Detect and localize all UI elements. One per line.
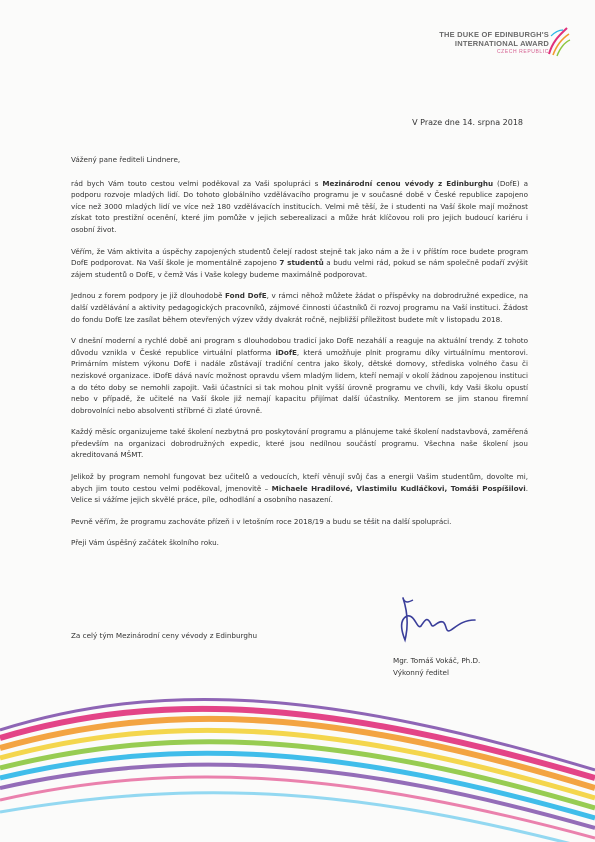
signer-name: Mgr. Tomáš Vokáč, Ph.D. [393,656,481,665]
logo-line-3: CZECH REPUBLIC [496,49,549,55]
letter-body [71,154,528,559]
award-emblem-icon [545,24,571,58]
paragraph-8: Přeji Vám úspěšný začátek školního roku. [71,538,219,548]
closing-line: Za celý tým Mezinárodní ceny vévody z Edinburghu [71,631,258,640]
student-count: 7 studentů [279,258,324,268]
teacher-names: Michaele Hradilové, Vlastimilu Kudláčkovi, Tomáši Pospíšilovi [271,483,526,493]
award-name: Mezinárodní cenou vévody z Edinburghu [322,178,494,188]
paragraph-2: Věřím, že Vám aktivita a úspěchy zapojených studentů čelejí radost stejně tak jako nám a že i v příštím roce budete program DofE podporovat. Na Vaší škole je momentálně zapojeno 7 studentů a budu velmi rád, pokud se nám společně podaří zvýšit zájem studentů o DofE, v čemž Vás i Vaše kolegy budeme maximálně podporovat. [71,246,528,279]
decorative-swoosh [0,660,595,842]
paragraph-3: Jednou z forem podpory je již dlouhodobě Fond DofE, v rámci něhož můžete žádat o příspěvky na dobrodružné expedice, na další vzdělávání a aktivity pedagogických pracovníků, zájmové činnosti účastníků či rozvoj programu na Vaší instituci. Žádost do fondu DofE lze zasílat během otevřených výzev vždy dvakrát ročně, nejbližší příležitost budete mít v listopadu 2018. [71,291,528,324]
paragraph-4: V dnešní moderní a rychlé době ani program s dlouhodobou tradicí jako DofE nezahálí a reaguje na aktuální trendy. Z tohoto důvodu vznikla v České republice virtuální platforma iDofE, která umožňuje plnit programu díky virtuálnímu mentorovi. Primárním místem výkonu DofE i nadále zůstávají tradiční centra jako školy, dětské domovy, střediska volného času či neziskové organizace. iDofE dává navíc možnost opravdu všem mladým lidem, kteří nemají v okolí žádnou zapojenou instituci a do této doby se nemohli zapojit. Vaši účastníci si tak mohou plnit vyšší úrovně programu ve chvíli, kdy Vaši školu opustí nebo v případě, že učitelé na Vaší škole již nemají kapacitu přijímat další účastníky. Mentorem se jim stanou firemní dobrovolníci nebo absolventi stříbrné či zlaté úrovně. [71,336,528,415]
paragraph-1: rád bych Vám touto cestou velmi poděkoval za Vaši spolupráci s Mezinárodní cenou vévody z Edinburghu (DofE) a podporu rozvoje mladých lidí. Do tohoto globálního vzdělávacího programu je v současné době v České republice zapojeno více než 3000 mladých lidí ve více než 180 vzdělávacích institucích. Velmi mě těší, že i studenti na Vaší škole mají možnost získat toto prestižní ocenění, které jim pomůže v jejich seberealizaci a může hrát klíčovou roli pro jejich budoucí kariéru i osobní život. [71,178,528,234]
paragraph-5: Každý měsíc organizujeme také školení nezbytná pro poskytování programu a plánujeme také školení nadstavbová, zaměřená především na organizaci dobrodružných expedic, které jsou nedílnou součástí programu. Všechna naše školení jsou akreditovaná MŠMT. [71,427,528,460]
salutation: Vážený pane řediteli Lindnere, [71,155,181,164]
letter-date: V Praze dne 14. srpna 2018 [412,118,523,127]
logo-line-2: INTERNATIONAL AWARD [454,39,549,48]
logo-line-1: THE DUKE OF EDINBURGH'S [439,30,549,39]
paragraph-6: Jelikož by program nemohl fungovat bez učitelů a vedoucích, kteří věnují svůj čas a energii Vašim studentům, dovolte mi, abych jim touto cestou velmi poděkoval, jmenovitě – Michaele Hradilové, Vlastimilu Kudláčkovi, Tomáši Pospíšilovi. Velice si vážíme jejich skvělé práce, píle, odhodlání a osobního nasazení. [71,472,528,505]
award-logo [439,30,549,55]
paragraph-7: Pevně věřím, že programu zachováte přízeň i v letošním roce 2018/19 a budu se těšit na další spolupráci. [71,516,452,526]
platform-name: iDofE [275,347,297,357]
signature-image [385,590,495,648]
fund-name: Fond DofE [225,291,267,301]
signer-title: Výkonný ředitel [393,667,449,677]
